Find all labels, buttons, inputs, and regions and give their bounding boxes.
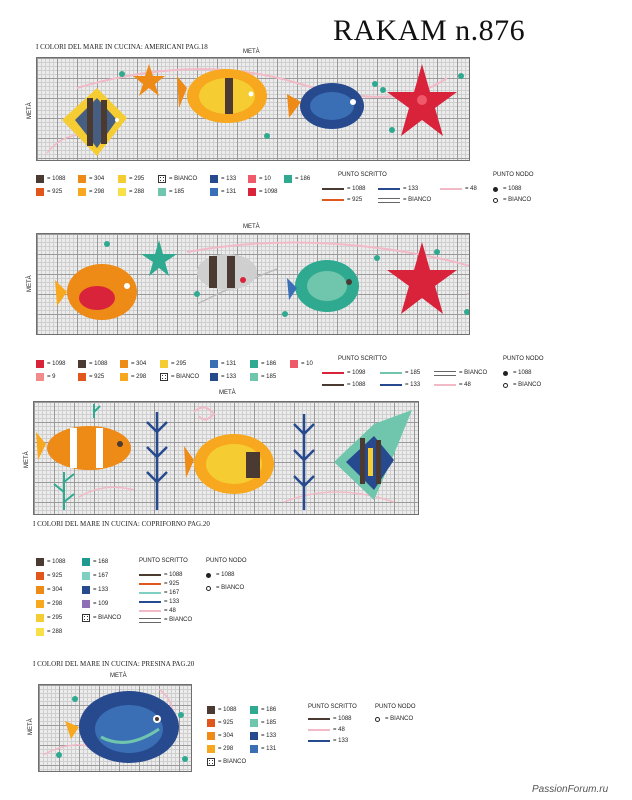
legend-color-925: = 925 <box>207 719 233 727</box>
stitch-line-1088: = 1088 <box>322 186 366 192</box>
stitch-line-133: = 133 <box>380 382 420 388</box>
swatch-icon <box>78 373 86 381</box>
swatch-icon <box>248 175 256 183</box>
legend-color-133: = 133 <box>210 373 236 381</box>
swatch-icon <box>210 188 218 196</box>
line-swatch-icon <box>440 188 462 190</box>
angelfish-motif <box>334 410 412 500</box>
stitch-line-925: = 925 <box>139 581 179 587</box>
line-swatch-icon <box>139 610 161 612</box>
swatch-icon <box>78 188 86 196</box>
stitch-line-133: = 133 <box>308 738 348 744</box>
punto-scritto-title: PUNTO SCRITTO <box>139 558 188 564</box>
swatch-icon <box>290 360 298 368</box>
legend-color-1098: = 1098 <box>36 360 66 368</box>
line-swatch-icon <box>308 718 330 720</box>
open-dot-icon <box>503 383 508 388</box>
line-swatch-icon <box>378 188 400 190</box>
stitch-line-bianco: = BIANCO <box>378 197 431 203</box>
swatch-icon <box>210 175 218 183</box>
legend-color-304: = 304 <box>78 175 104 183</box>
line-swatch-icon <box>308 740 330 742</box>
chart-grid-second <box>36 233 470 335</box>
punto-scritto-title: PUNTO SCRITTO <box>338 172 387 178</box>
swatch-icon <box>36 572 44 580</box>
knot-bianco: = BIANCO <box>375 716 413 722</box>
stitch-line-1088: = 1088 <box>139 572 183 578</box>
line-swatch-icon <box>434 371 456 376</box>
legend-color-295: = 295 <box>36 614 62 622</box>
swatch-icon <box>120 373 128 381</box>
legend-color-298: = 298 <box>78 188 104 196</box>
swatch-icon <box>207 719 215 727</box>
punto-scritto-title: PUNTO SCRITTO <box>308 704 357 710</box>
swatch-icon <box>78 360 86 368</box>
swatch-icon <box>210 360 218 368</box>
legend-color-298: = 298 <box>120 373 146 381</box>
legend-color-131: = 131 <box>210 188 236 196</box>
legend-color-925: = 925 <box>78 373 104 381</box>
stitch-line-1088: = 1088 <box>308 716 352 722</box>
legend-color-288: = 288 <box>118 188 144 196</box>
swatch-icon <box>207 745 215 753</box>
legend-color-295: = 295 <box>160 360 186 368</box>
line-swatch-icon <box>139 583 161 585</box>
bianco-cross-icon <box>160 373 168 381</box>
stitch-line-925: = 925 <box>322 197 362 203</box>
pink-curl-line <box>194 407 214 419</box>
legend-color-9: = 9 <box>36 373 56 381</box>
punto-nodo-title: PUNTO NODO <box>493 172 534 178</box>
swatch-icon <box>82 586 90 594</box>
bianco-cross-icon <box>158 175 166 183</box>
open-dot-icon <box>206 586 211 591</box>
legend-color-1088: = 1088 <box>36 175 66 183</box>
small-starfish-motif <box>133 64 165 96</box>
pattern-motifs <box>37 58 469 160</box>
line-swatch-icon <box>322 199 344 201</box>
swatch-icon <box>250 719 258 727</box>
open-dot-icon <box>493 198 498 203</box>
swatch-icon <box>36 586 44 594</box>
filled-dot-icon <box>493 187 498 192</box>
swatch-icon <box>210 373 218 381</box>
line-swatch-icon <box>139 592 161 594</box>
swatch-icon <box>207 732 215 740</box>
bianco-cross-icon <box>207 758 215 766</box>
swatch-icon <box>82 572 90 580</box>
legend-color-133: = 133 <box>250 732 276 740</box>
punto-nodo-title: PUNTO NODO <box>503 356 544 362</box>
yellow-fish-motif <box>177 69 267 123</box>
knot-bianco: = BIANCO <box>206 585 244 591</box>
legend-color-1098: = 1098 <box>248 188 278 196</box>
legend-color-bianco: = BIANCO <box>82 614 121 622</box>
pink-wave-line <box>79 487 134 497</box>
swatch-icon <box>284 175 292 183</box>
swatch-icon <box>207 706 215 714</box>
swatch-icon <box>120 360 128 368</box>
legend-color-185: = 185 <box>250 719 276 727</box>
line-swatch-icon <box>139 574 161 576</box>
legend-color-1088: = 1088 <box>207 706 237 714</box>
stitch-line-133: = 133 <box>139 599 179 605</box>
line-swatch-icon <box>380 384 402 386</box>
swatch-icon <box>250 732 258 740</box>
section-title-americani: I COLORI DEL MARE IN CUCINA: AMERICANI PAG.18 <box>36 43 208 51</box>
legend-color-304: = 304 <box>207 732 233 740</box>
legend-color-298: = 298 <box>36 600 62 608</box>
swatch-icon <box>118 188 126 196</box>
section-title-presina: I COLORI DEL MARE IN CUCINA: PRESINA PAG.20 <box>33 660 195 668</box>
knot-bianco: = BIANCO <box>503 382 541 388</box>
swatch-icon <box>36 373 44 381</box>
legend-color-168: = 168 <box>82 558 108 566</box>
legend-color-bianco: = BIANCO <box>160 373 199 381</box>
bianco-cross-icon <box>82 614 90 622</box>
meta-side-label: METÀ <box>27 102 33 119</box>
chart-grid-copriforno <box>33 401 419 515</box>
line-swatch-icon <box>380 372 402 374</box>
teal-starfish-motif <box>141 240 177 276</box>
meta-top-label: METÀ <box>219 390 236 396</box>
pattern-motifs <box>37 234 469 334</box>
striped-fish-motif <box>197 254 257 290</box>
legend-color-131: = 131 <box>250 745 276 753</box>
swatch-icon <box>36 175 44 183</box>
swatch-icon <box>158 188 166 196</box>
legend-color-185: = 185 <box>250 373 276 381</box>
stitch-line-48: = 48 <box>434 382 471 388</box>
legend-color-109: = 109 <box>82 600 108 608</box>
swatch-icon <box>160 360 168 368</box>
swatch-icon <box>250 360 258 368</box>
stitch-line-1098: = 1098 <box>322 370 366 376</box>
line-swatch-icon <box>139 618 161 623</box>
chart-grid-americani <box>36 57 470 161</box>
legend-color-133: = 133 <box>210 175 236 183</box>
legend-color-925: = 925 <box>36 188 62 196</box>
line-swatch-icon <box>378 198 400 203</box>
punto-nodo-title: PUNTO NODO <box>375 704 416 710</box>
legend-color-10: = 10 <box>248 175 271 183</box>
watermark-text: PassionForum.ru <box>532 784 609 795</box>
stitch-line-bianco: = BIANCO <box>434 370 487 376</box>
meta-side-label: METÀ <box>27 275 33 292</box>
angelfish-motif <box>62 88 127 156</box>
yellow-fish-motif <box>184 434 274 494</box>
filled-dot-icon <box>206 573 211 578</box>
pink-wave-line <box>284 492 394 502</box>
stitch-line-133: = 133 <box>378 186 418 192</box>
knot-1088: = 1088 <box>206 572 235 578</box>
swatch-icon <box>36 360 44 368</box>
knot-1088: = 1088 <box>493 186 522 192</box>
knot-bianco: = BIANCO <box>493 197 531 203</box>
meta-top-label: METÀ <box>243 224 260 230</box>
swatch-icon <box>36 600 44 608</box>
knot-1088: = 1088 <box>503 370 532 376</box>
legend-color-185: = 185 <box>158 188 184 196</box>
blue-fish-motif <box>65 691 179 763</box>
legend-color-131: = 131 <box>210 360 236 368</box>
legend-color-bianco: = BIANCO <box>158 175 197 183</box>
legend-color-298: = 298 <box>207 745 233 753</box>
meta-side-label: METÀ <box>24 451 30 468</box>
filled-dot-icon <box>503 371 508 376</box>
red-starfish-motif <box>387 64 457 136</box>
meta-side-label: METÀ <box>28 718 34 735</box>
orange-fish-motif <box>55 264 137 320</box>
swatch-icon <box>78 175 86 183</box>
swatch-icon <box>250 706 258 714</box>
punto-nodo-title: PUNTO NODO <box>206 558 247 564</box>
stitch-line-1088: = 1088 <box>322 382 366 388</box>
swatch-icon <box>82 600 90 608</box>
meta-top-label: METÀ <box>243 49 260 55</box>
swatch-icon <box>36 628 44 636</box>
legend-color-186: = 186 <box>250 360 276 368</box>
blue-fish-motif <box>287 83 364 129</box>
line-swatch-icon <box>434 384 456 386</box>
chart-grid-presina <box>38 684 192 772</box>
legend-color-186: = 186 <box>284 175 310 183</box>
line-swatch-icon <box>139 601 161 603</box>
stitch-line-bianco: = BIANCO <box>139 617 192 623</box>
swatch-icon <box>36 614 44 622</box>
stitch-line-167: = 167 <box>139 590 179 596</box>
legend-color-167: = 167 <box>82 572 108 580</box>
section-title-copriforno: I COLORI DEL MARE IN CUCINA: COPRIFORNO PAG.20 <box>33 520 210 528</box>
line-swatch-icon <box>322 384 344 386</box>
line-swatch-icon <box>308 729 330 731</box>
stitch-line-48: = 48 <box>308 727 345 733</box>
legend-color-925: = 925 <box>36 572 62 580</box>
swatch-icon <box>118 175 126 183</box>
swatch-icon <box>82 558 90 566</box>
line-swatch-icon <box>322 188 344 190</box>
legend-color-186: = 186 <box>250 706 276 714</box>
swatch-icon <box>36 188 44 196</box>
open-dot-icon <box>375 717 380 722</box>
teal-fish-motif <box>287 260 359 312</box>
meta-top-label: METÀ <box>110 673 127 679</box>
swatch-icon <box>250 745 258 753</box>
swatch-icon <box>36 558 44 566</box>
swatch-icon <box>248 188 256 196</box>
stitch-line-185: = 185 <box>380 370 420 376</box>
stitch-line-48: = 48 <box>139 608 176 614</box>
legend-color-288: = 288 <box>36 628 62 636</box>
pattern-motifs <box>34 402 418 514</box>
punto-scritto-title: PUNTO SCRITTO <box>338 356 387 362</box>
legend-color-1088: = 1088 <box>78 360 108 368</box>
clownfish-motif <box>36 426 131 470</box>
pattern-motifs <box>39 685 191 771</box>
legend-color-bianco: = BIANCO <box>207 758 246 766</box>
red-starfish-motif <box>387 242 457 314</box>
stitch-line-48: = 48 <box>440 186 477 192</box>
page-title: RAKAM n.876 <box>333 14 526 47</box>
legend-color-295: = 295 <box>118 175 144 183</box>
legend-color-1088: = 1088 <box>36 558 66 566</box>
legend-color-304: = 304 <box>120 360 146 368</box>
legend-color-10: = 10 <box>290 360 313 368</box>
legend-color-304: = 304 <box>36 586 62 594</box>
swatch-icon <box>250 373 258 381</box>
legend-color-133: = 133 <box>82 586 108 594</box>
line-swatch-icon <box>322 372 344 374</box>
